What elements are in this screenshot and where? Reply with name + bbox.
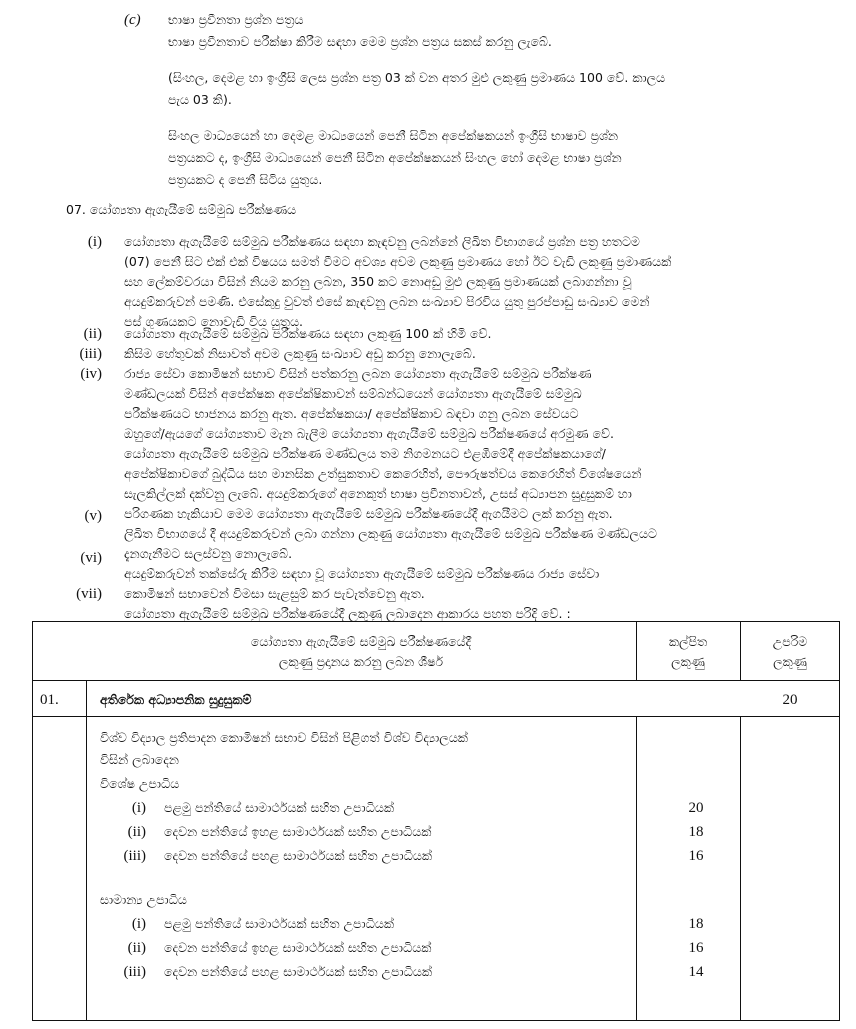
degree-item-marks: 18 <box>688 916 704 932</box>
degree-item-number: (i) <box>131 800 146 816</box>
table-intro: විශ්ව විද්‍යාල ප්‍රතිපාදන කොමිෂන් සභාව විසින් පිළිගත් විශ්ව විද්‍යාලයක් <box>100 730 468 745</box>
special-degree-label: විශේෂ උපාධිය <box>100 776 180 791</box>
table-col-divider <box>636 716 637 1021</box>
item-line: කිසිම හේතුවක් නිසාවත් අවම ලකුණු සංඛ්‍යාව අඩු කරනු නොලැබේ. <box>124 346 476 361</box>
item-line: ලිඛිත විභාගයේ දී අයදුම්කරුවන් ලබා ගන්නා ලකුණු යෝග්‍යතා ඇගැයීමේ සම්මුඛ පරීක්ෂණ මණ්ඩලයට <box>124 526 658 541</box>
item-number: (iv) <box>80 366 102 382</box>
degree-item-marks: 16 <box>688 940 704 956</box>
section-c-para-line: පත්‍රයකට ද පෙනී සිටිය යුතුය. <box>168 172 323 187</box>
table-intro: විසින් ලබාදෙන <box>100 752 179 767</box>
item-line: යෝග්‍යතා ඇගැයීමේ සම්මුඛ පරීක්ෂණයේදී ලකුණු ලබාදෙන ආකාරය පහත පරිදි වේ. : <box>124 606 571 621</box>
item-line: දැනගැනීමට සලස්වනු නොලැබේ. <box>124 546 293 561</box>
degree-item-text: දෙවන පන්තියේ ඉහළ සාමාර්ථයක් සහිත උපාධියක් <box>164 824 432 839</box>
degree-item-number: (ii) <box>127 940 146 956</box>
degree-item-number: (iii) <box>123 964 146 980</box>
row-max-marks: 20 <box>782 692 798 708</box>
table-header-max: ලකුණු <box>773 654 807 669</box>
item-line: ඔහුගේ/ඇයගේ යෝග්‍යතාව මැන බැලීම යෝග්‍යතා ඇගැයීමේ සම්මුඛ පරීක්ෂණයේ අරමුණ වේ. <box>124 426 614 441</box>
row-number: 01. <box>40 692 59 708</box>
item-line: අයදුම්කරුවන් තක්සේරු කිරීම සඳහා වූ යෝග්‍යතා ඇගැයීමේ සම්මුඛ පරීක්ෂණය රාජ්‍ය සේවා <box>124 566 600 581</box>
item-line: යෝග්‍යතා ඇගැයීමේ සම්මුඛ පරීක්ෂණය සඳහා කැඳවනු ලබන්නේ ලිඛිත විභාගයේ ප්‍රශ්න පත්‍ර හතටම <box>124 234 640 249</box>
degree-item-text: දෙවන පන්තියේ පහළ සාමාර්ථයක් සහිත උපාධියක් <box>164 964 433 979</box>
table-header-assumed: ලකුණු <box>671 654 705 669</box>
item-line: සැලකිල්ලක් දක්වනු ලැබේ. අයදුම්කරුගේ අනෙකුත් භාෂා ප්‍රවීනතාවන්, උසස් අධ්‍යාපන සුදුසුකම් හා <box>124 486 632 501</box>
section-c-note-line: පැය 03 කි). <box>168 92 232 107</box>
degree-item-number: (i) <box>131 916 146 932</box>
item-line: යෝග්‍යතා ඇගැයීමේ සම්මුඛ පරීක්ෂණ මණ්ඩලය තම නිගමනයට එළඹීමේදී අපේක්ෂකයාගේ/ <box>124 446 606 461</box>
item-number: (i) <box>87 234 102 250</box>
degree-item-text: දෙවන පන්තියේ පහළ සාමාර්ථයක් සහිත උපාධියක් <box>164 848 433 863</box>
table-header-max: උපරිම <box>772 634 808 649</box>
table-col-divider <box>86 680 87 1021</box>
table-border <box>32 621 840 1021</box>
item-line: යෝග්‍යතා ඇගැයීමේ සම්මුඛ පරීක්ෂණය සඳහා ලකුණු 100 ක් හිමි වේ. <box>124 326 492 341</box>
item-number: (v) <box>84 508 102 524</box>
table-header-topic: ලකුණු ප්‍රදානය කරනු ලබන ශීර්ෂ <box>278 654 444 669</box>
general-degree-label: සාමාන්‍ය උපාධිය <box>100 892 187 907</box>
section-c-line: භාෂා ප්‍රවීනතාව පරීක්ෂා කිරීම සඳහා මෙම ප්‍රශ්න පත්‍රය සකස් කරනු ලැබේ. <box>168 34 552 49</box>
table-header-divider <box>32 680 840 681</box>
item-number: (vi) <box>80 550 102 566</box>
degree-item-text: දෙවන පන්තියේ ඉහළ සාමාර්ථයක් සහිත උපාධියක් <box>164 940 432 955</box>
item-line: මණ්ඩලයක් විසින් අපේක්ෂක අපේක්ෂිකාවන් සම්බන්ධයෙන් යෝග්‍යතා ඇගැයීමේ සම්මුඛ <box>124 386 582 401</box>
item-line: කොමිෂන් සභාවෙන් විමසා සැළසුම් කර පැවැත්වෙනු ඇත. <box>124 586 425 601</box>
item-line: පරිගණක හැකියාව මෙම යෝග්‍යතා ඇගැයීමේ සම්මුඛ පරීක්ෂණයේදී ඇගයීමට ලක් කරනු ඇත. <box>124 506 613 521</box>
item-line: සහ ලේකම්වරයා විසින් නියම කරනු ලබන, 350 කට නොඅඩු මුළු ලකුණු ප්‍රමාණයක් ලබාගන්නා වූ <box>124 274 632 289</box>
item-number: (iii) <box>79 346 102 362</box>
item-number: (vii) <box>76 586 102 602</box>
degree-item-marks: 14 <box>688 964 704 980</box>
degree-item-number: (iii) <box>123 848 146 864</box>
degree-item-text: පළමු පන්තියේ සාමාර්ථයක් සහිත උපාධියක් <box>164 916 394 931</box>
section-07-heading: 07. යෝග්‍යතා ඇගැයීමේ සම්මුඛ පරීක්ෂණය <box>66 202 297 217</box>
item-line: පස් ගුණයකට නොවැඩි විය යුතුය. <box>124 314 304 329</box>
degree-item-marks: 20 <box>688 800 704 816</box>
section-c-para-line: පත්‍රයකට ද, ඉංග්‍රීසි මාධ්‍යයෙන් පෙනී සිටින අපේක්ෂකයන් සිංහල හෝ දෙමළ භාෂා ප්‍රශ්න <box>168 150 622 165</box>
row-title: අතිරේක අධ්‍යාපනික සුදුසුකම් <box>100 692 252 707</box>
degree-item-marks: 16 <box>688 848 704 864</box>
item-line: අපේක්ෂිකාවගේ බුද්ධිය සහ මානසික උත්සුකතාව කෙරෙහිත්, පෞරුෂත්වය කෙරෙහිත් විශේෂයෙන් <box>124 466 642 481</box>
section-c-para-line: සිංහල මාධ්‍යයෙන් හා දෙමළ මාධ්‍යයෙන් පෙනී සිටින අපේක්ෂකයන් ඉංග්‍රීසි භාෂාව ප්‍රශ්න <box>168 128 619 143</box>
degree-item-number: (ii) <box>127 824 146 840</box>
item-line: (07) පෙනී සිට එක් එක් විෂයය සමත් වීමට අවශ්‍ය අවම ලකුණු ප්‍රමාණය හෝ ඊට වැඩි ලකුණු ප්‍රමාණයක් <box>124 254 672 269</box>
section-c-marker: (c) <box>124 12 141 28</box>
section-c-note-line: (සිංහල, දෙමළ හා ඉංග්‍රීසි ලෙස ප්‍රශ්න පත්‍ර 03 ක් වන අතර මුළු ලකුණු ප්‍රමාණය 100 වේ. කාලය <box>168 70 666 85</box>
item-line: පරීක්ෂණයට භාජනය කරනු ඇත. අපේක්ෂකයා/ අපේක්ෂිකාව බඳවා ගනු ලබන සේවයට <box>124 406 579 421</box>
item-number: (ii) <box>83 326 102 342</box>
table-row-divider <box>32 716 840 717</box>
item-line: රාජ්‍ය සේවා කොමිෂන් සභාව විසින් පත්කරනු ලබන යෝග්‍යතා ඇගැයීමේ සම්මුඛ පරීක්ෂණ <box>124 366 592 381</box>
degree-item-marks: 18 <box>688 824 704 840</box>
table-col-divider <box>740 716 741 1021</box>
table-header-assumed: කල්පිත <box>668 634 708 649</box>
section-c-title: භාෂා ප්‍රවීනතා ප්‍රශ්න පත්‍රය <box>168 12 304 27</box>
item-line: අයදුම්කරුවන් පමණි. එසේකුදු වුවත් එසේ කැඳවනු ලබන සංඛ්‍යාව පිරවිය යුතු පුරප්පාඩු සංඛ්‍යාව මෙන් <box>124 294 650 309</box>
table-header-topic: යෝග්‍යතා ඇගැයීමේ සම්මුඛ පරීක්ෂණයේදී <box>250 634 472 649</box>
degree-item-text: පළමු පන්තියේ සාමාර්ථයක් සහිත උපාධියක් <box>164 800 394 815</box>
